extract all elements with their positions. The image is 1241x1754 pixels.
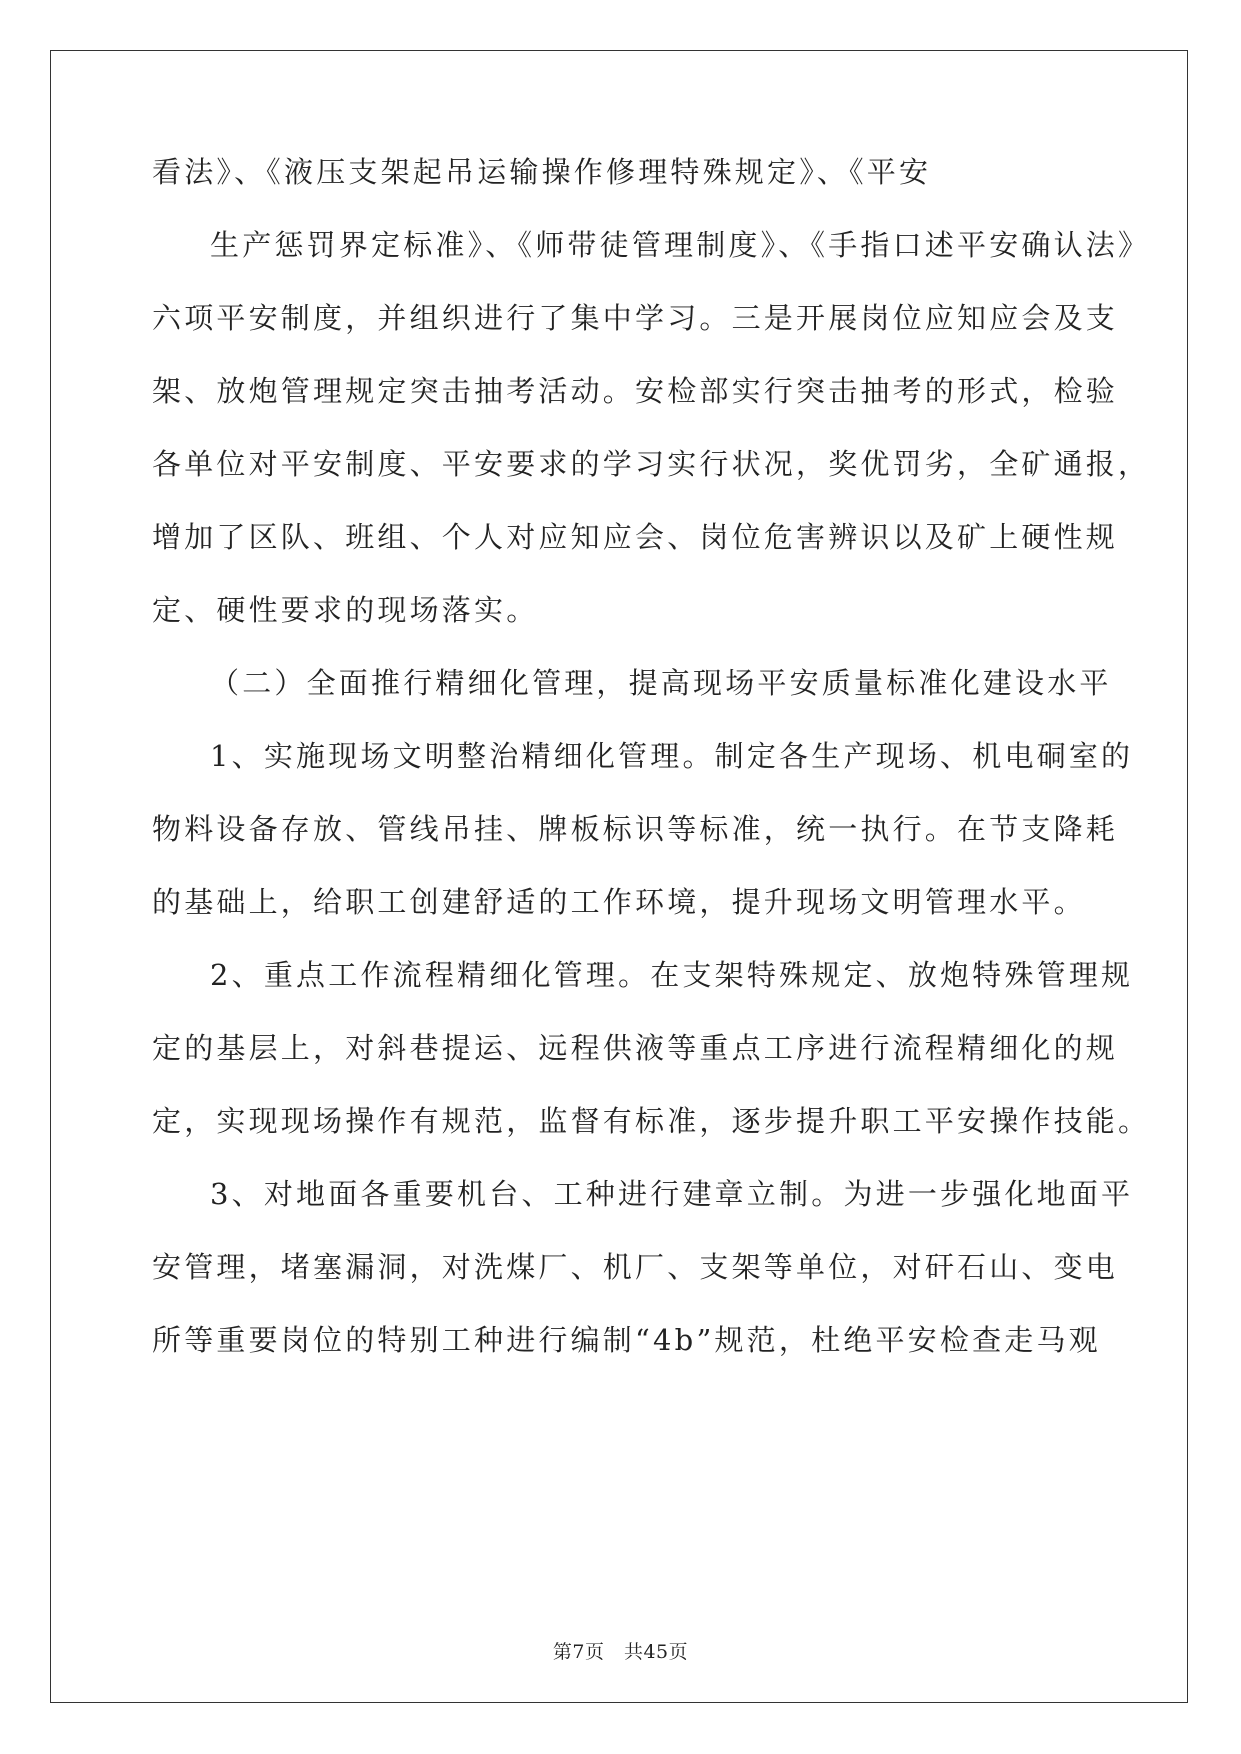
text-line: 定、硬性要求的现场落实。 <box>152 593 539 627</box>
page-number: 第7页 共45页 <box>552 1641 689 1663</box>
text-line: 定的基层上，对斜巷提运、远程供液等重点工序进行流程精细化的规 <box>152 1031 1119 1065</box>
text-line: 架、放炮管理规定突击抽考活动。安检部实行突击抽考的形式，检验 <box>152 374 1119 408</box>
text-line: 所等重要岗位的特别工种进行编制“4b”规范，杜绝平安检查走马观 <box>152 1323 1101 1357</box>
text-line: 3、对地面各重要机台、工种进行建章立制。为进一步强化地面平 <box>210 1177 1134 1211</box>
text-line: 看法》、《液压支架起吊运输操作修理特殊规定》、《平安 <box>152 155 932 189</box>
text-line: 安管理，堵塞漏洞，对洗煤厂、机厂、支架等单位，对矸石山、变电 <box>152 1250 1119 1284</box>
text-line: 增加了区队、班组、个人对应知应会、岗位危害辨识以及矿上硬性规 <box>152 520 1119 554</box>
section-heading: （二）全面推行精细化管理，提高现场平安质量标准化建设水平 <box>210 666 1112 700</box>
text-line: 物料设备存放、管线吊挂、牌板标识等标准，统一执行。在节支降耗 <box>152 812 1119 846</box>
text-line: 2、重点工作流程精细化管理。在支架特殊规定、放炮特殊管理规 <box>210 958 1134 992</box>
text-line: 生产惩罚界定标准》、《师带徒管理制度》、《手指口述平安确认法》 <box>210 228 1151 262</box>
text-line: 1、实施现场文明整治精细化管理。制定各生产现场、机电硐室的 <box>210 739 1134 773</box>
text-line: 六项平安制度，并组织进行了集中学习。三是开展岗位应知应会及支 <box>152 301 1119 335</box>
text-line: 定，实现现场操作有规范，监督有标准，逐步提升职工平安操作技能。 <box>152 1104 1151 1138</box>
text-line: 各单位对平安制度、平安要求的学习实行状况，奖优罚劣，全矿通报， <box>152 447 1151 481</box>
text-line: 的基础上，给职工创建舒适的工作环境，提升现场文明管理水平。 <box>152 885 1086 919</box>
